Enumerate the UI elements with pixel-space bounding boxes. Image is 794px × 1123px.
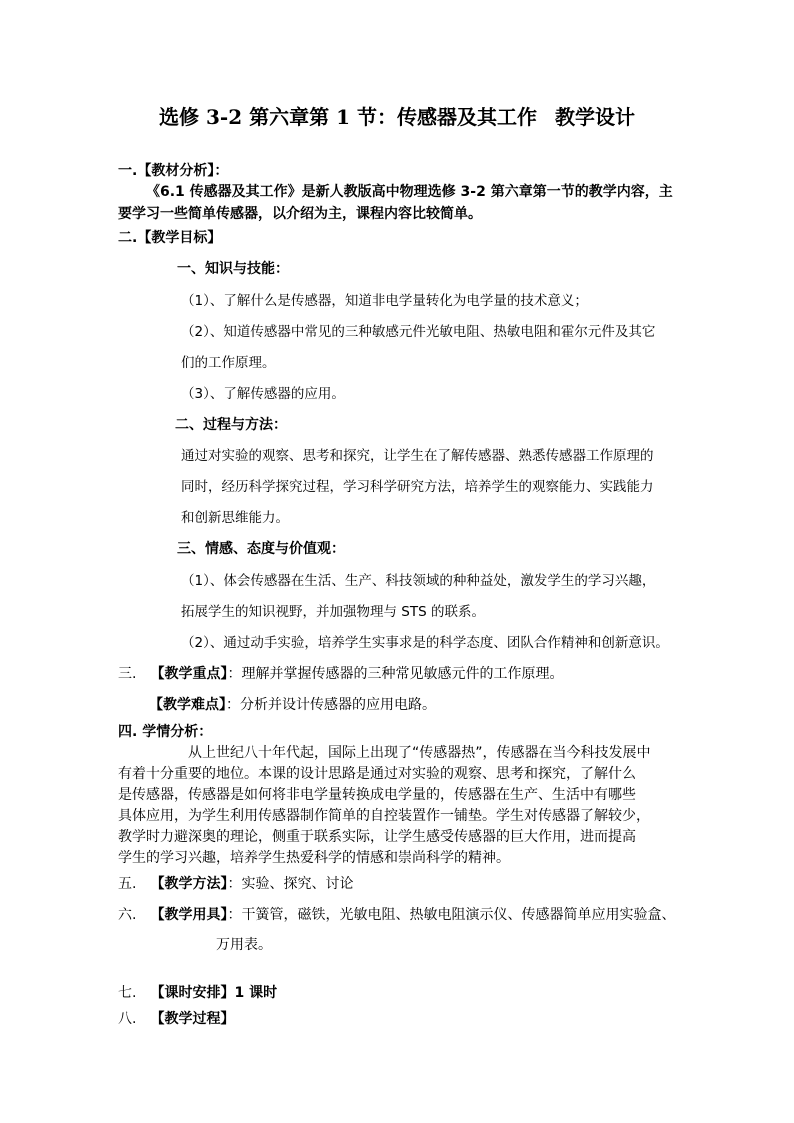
section-4-body-line: 具体应用，为学生利用传感器制作简单的自控装置作一铺垫。学生对传感器了解较少， bbox=[118, 808, 650, 824]
section-8-label: 【教学过程】 bbox=[150, 1011, 235, 1027]
section-1-body-line: 要学习一些简单传感器，以介绍为主，课程内容比较简单。 bbox=[118, 206, 482, 222]
section-3-text-2: ：分析并设计传感器的应用电路。 bbox=[226, 697, 436, 713]
section-2-heading: 二.【教学目标】 bbox=[118, 230, 222, 246]
section-6 bbox=[118, 906, 675, 924]
attitude-item: （2）、通过动手实验，培养学生实事求是的科学态度、团队合作精神和创新意识。 bbox=[181, 635, 669, 651]
process-item: 和创新思维能力。 bbox=[181, 510, 289, 526]
knowledge-item: （1）、了解什么是传感器，知道非电学量转化为电学量的技术意义； bbox=[181, 293, 588, 309]
section-5-prefix: 五. bbox=[118, 876, 137, 892]
section-6-continuation: 万用表。 bbox=[216, 937, 272, 953]
process-item: 同时，经历科学探究过程，学习科学研究方法，培养学生的观察能力、实践能力 bbox=[181, 479, 654, 495]
section-1-body-line: 《6.1 传感器及其工作》是新人教版高中物理选修 3-2 第六章第一节的教学内容，主 bbox=[146, 184, 673, 200]
section-3-focus bbox=[118, 665, 563, 683]
section-7-label: 【课时安排】 bbox=[150, 985, 235, 1001]
section-4-body-line: 从上世纪八十年代起，国际上出现了“传感器热”，传感器在当今科技发展中 bbox=[188, 745, 651, 761]
section-3-label: 【教学重点】 bbox=[150, 666, 228, 682]
section-8 bbox=[118, 1010, 234, 1028]
section-6-label: 【教学用具】 bbox=[150, 907, 228, 923]
attitude-item: （1）、体会传感器在生活、生产、科技领域的种种益处，激发学生的学习兴趣， bbox=[181, 573, 656, 589]
knowledge-item: （3）、了解传感器的应用。 bbox=[181, 386, 345, 402]
section-3-label-2: 【教学难点】 bbox=[149, 697, 226, 713]
section-4-body-line: 教学时力避深奥的理论，侧重于联系实际，让学生感受传感器的巨大作用，进而提高 bbox=[118, 829, 636, 845]
section-4-body-line: 有着十分重要的地位。本课的设计思路是通过对实验的观察、思考和探究，了解什么 bbox=[118, 766, 636, 782]
section-8-prefix: 八. bbox=[118, 1011, 137, 1027]
section-4-body-line: 是传感器，传感器是如何将非电学量转换成电学量的，传感器在生产、生活中有哪些 bbox=[118, 787, 636, 803]
section-4-body-line: 学生的学习兴趣，培养学生热爱科学的情感和崇尚科学的精神。 bbox=[118, 850, 510, 866]
sub-heading-attitude: 三、情感、态度与价值观： bbox=[177, 541, 345, 557]
section-5-label: 【教学方法】 bbox=[150, 876, 228, 892]
sub-heading-knowledge: 一、知识与技能： bbox=[177, 261, 289, 277]
section-3-text: ：理解并掌握传感器的三种常见敏感元件的工作原理。 bbox=[227, 666, 564, 682]
section-3-difficulty bbox=[149, 696, 436, 714]
section-4-heading: 四. 学情分析： bbox=[118, 724, 213, 740]
section-7-prefix: 七. bbox=[118, 985, 137, 1001]
knowledge-item: （2）、知道传感器中常见的三种敏感元件光敏电阻、热敏电阻和霍尔元件及其它 bbox=[181, 324, 656, 340]
section-6-prefix: 六. bbox=[118, 907, 137, 923]
title-main: 选修 3-2 第六章第 1 节：传感器及其工作 bbox=[159, 105, 537, 129]
page-title bbox=[0, 103, 794, 131]
sub-heading-process: 二、过程与方法： bbox=[175, 417, 287, 433]
section-6-text: ：干簧管，磁铁，光敏电阻、热敏电阻演示仪、传感器简单应用实验盒、 bbox=[227, 907, 676, 923]
attitude-item: 拓展学生的知识视野，并加强物理与 STS 的联系。 bbox=[181, 604, 485, 620]
section-7 bbox=[118, 984, 277, 1002]
section-5 bbox=[118, 875, 353, 893]
section-3-prefix: 三. bbox=[118, 666, 137, 682]
section-7-text: 1 课时 bbox=[234, 985, 278, 1001]
section-5-text: ：实验、探究、讨论 bbox=[227, 876, 354, 892]
title-suffix: 教学设计 bbox=[554, 105, 635, 129]
section-1-heading: 一.【教材分析】： bbox=[118, 163, 229, 179]
process-item: 通过对实验的观察、思考和探究，让学生在了解传感器、熟悉传感器工作原理的 bbox=[181, 448, 654, 464]
knowledge-item: 们的工作原理。 bbox=[181, 355, 276, 371]
